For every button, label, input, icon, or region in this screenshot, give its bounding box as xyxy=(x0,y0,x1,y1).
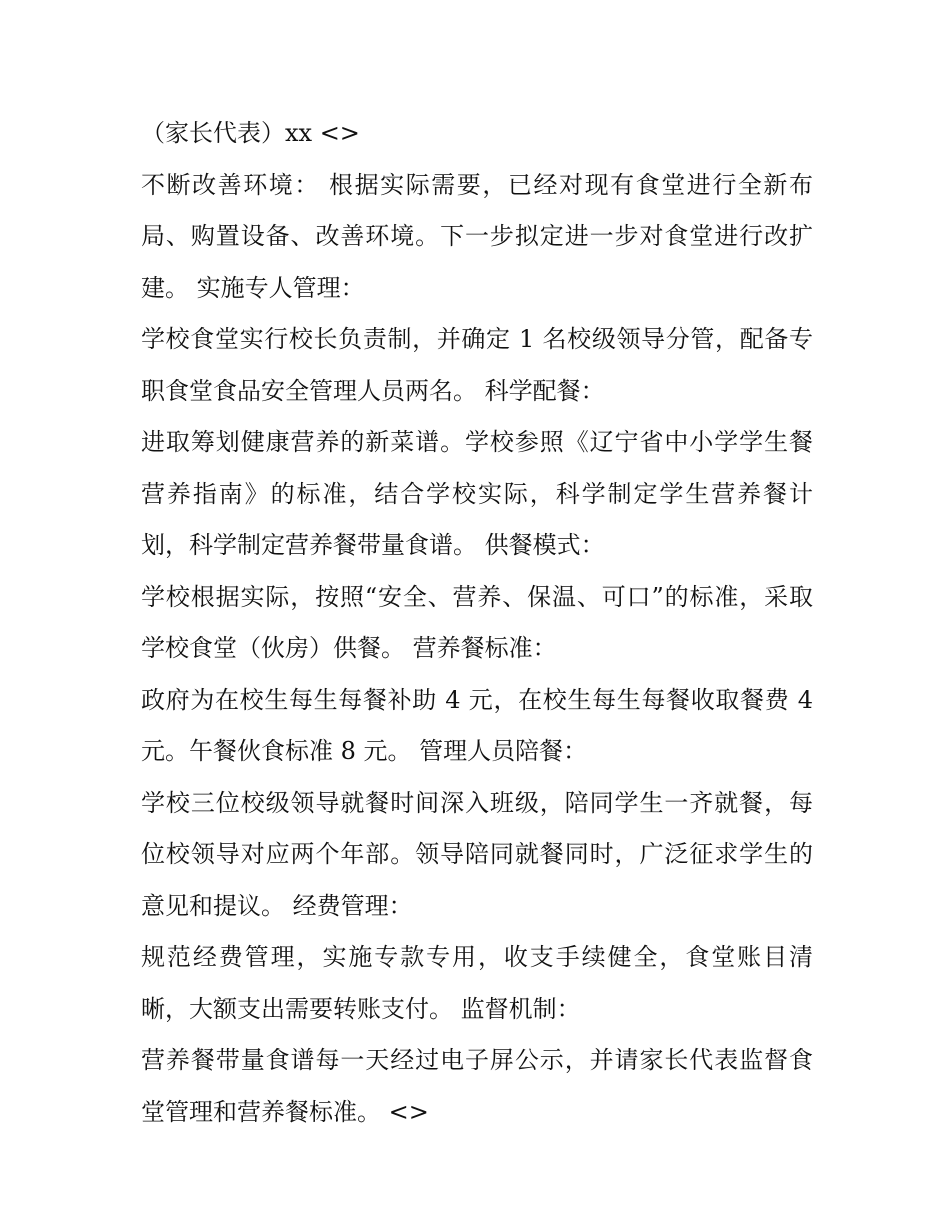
text-line: 营养指南》的标准，结合学校实际，科学制定学生营养餐计 xyxy=(141,479,813,508)
text-line: 元。午餐伙食标准 8 元。 管理人员陪餐： xyxy=(141,737,588,765)
text-line: 规范经费管理，实施专款专用，收支手续健全，食堂账目清 xyxy=(141,943,813,971)
text-line: 意见和提议。 经费管理： xyxy=(141,891,413,920)
text-line: 进取筹划健康营养的新菜谱。学校参照《辽宁省中小学学生餐 xyxy=(141,428,813,456)
text-line: 政府为在校生每生每餐补助 4 元，在校生每生每餐收取餐费 4 xyxy=(141,685,813,714)
text-line: 建。 实施专人管理： xyxy=(141,273,365,302)
text-line: 学校食堂实行校长负责制，并确定 1 名校级领导分管，配备专 xyxy=(141,325,813,353)
text-line: （家长代表）xx <> xyxy=(141,119,360,147)
text-line: 学校三位校级领导就餐时间深入班级，陪同学生一齐就餐，每 xyxy=(141,788,813,817)
text-line: 局、购置设备、改善环境。下一步拟定进一步对食堂进行改扩 xyxy=(141,222,813,250)
document-body xyxy=(141,108,813,1138)
text-line: 学校食堂（伙房）供餐。 营养餐标准： xyxy=(141,634,557,662)
text-line: 位校领导对应两个年部。领导陪同就餐同时，广泛征求学生的 xyxy=(141,840,813,868)
text-line: 学校根据实际，按照“安全、营养、保温、可口”的标准，采取 xyxy=(141,582,813,611)
text-line: 职食堂食品安全管理人员两名。 科学配餐： xyxy=(141,376,605,405)
text-line: 划，科学制定营养餐带量食谱。 供餐模式： xyxy=(141,531,605,559)
text-line: 不断改善环境： 根据实际需要，已经对现有食堂进行全新布 xyxy=(141,170,813,199)
text-line: 堂管理和营养餐标准。 <> xyxy=(141,1097,429,1126)
text-line: 晰，大额支出需要转账支付。 监督机制： xyxy=(141,994,581,1023)
text-line: 营养餐带量食谱每一天经过电子屏公示，并请家长代表监督食 xyxy=(141,1046,813,1074)
